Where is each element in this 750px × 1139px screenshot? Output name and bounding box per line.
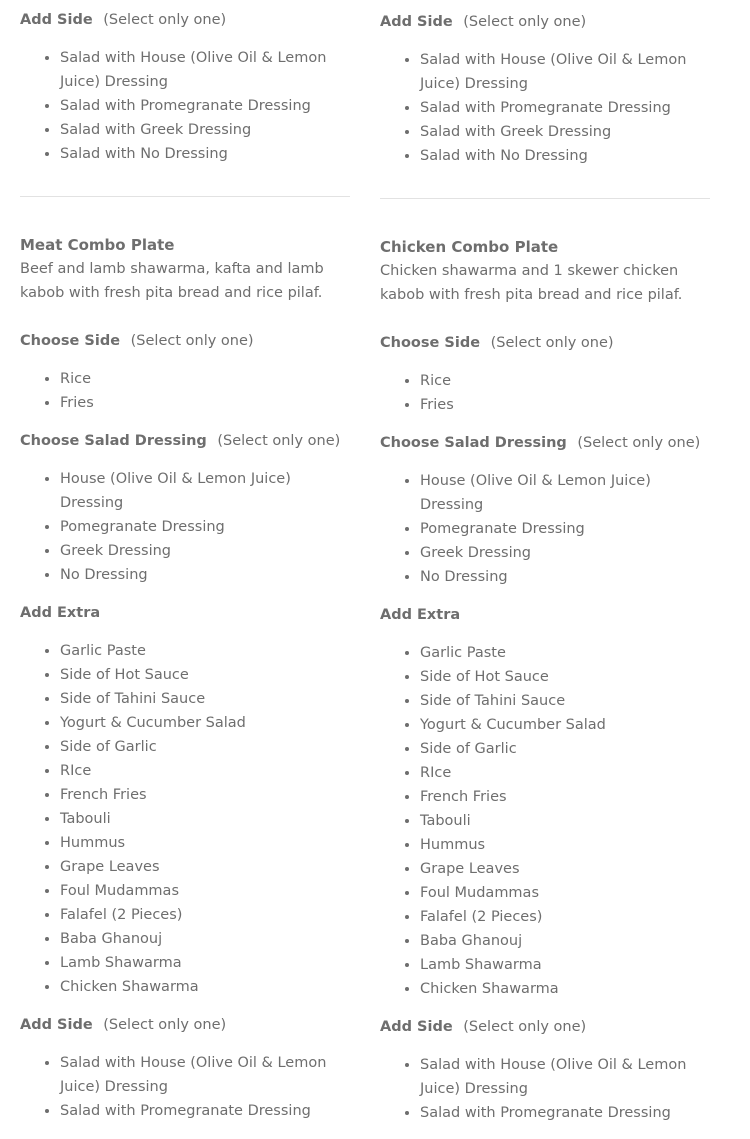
section-header [20,1013,350,1037]
add-side-section [20,8,350,166]
option-item[interactable]: • House (Olive Oil & Lemon Juice) Dressing [420,469,710,517]
option-item[interactable]: • Grape Leaves [60,855,350,879]
option-item[interactable]: • Side of Garlic [60,735,350,759]
option-item[interactable]: • RIce [420,761,710,785]
section-header [380,431,710,455]
option-item[interactable]: • No Dressing [60,563,350,587]
menu-item [20,233,350,305]
option-item[interactable]: • Side of Hot Sauce [60,663,350,687]
section-note: (Select only one) [463,14,587,30]
option-item[interactable]: • Salad with House (Olive Oil & Lemon Juice) Dressing [60,1051,350,1099]
option-item[interactable]: • Falafel (2 Pieces) [420,905,710,929]
option-item[interactable]: • RIce [60,759,350,783]
option-item[interactable]: • Salad with Greek Dressing [420,120,710,144]
add-side-section [380,1015,710,1125]
divider [20,196,350,197]
section-header [20,329,350,353]
option-item[interactable]: • Salad with Promegranate Dressing [60,94,350,118]
menu-column-right [380,10,710,1139]
option-item[interactable]: • Rice [420,369,710,393]
section-title: Add Extra [380,607,461,623]
menu-column-left [20,8,350,1137]
option-item[interactable]: • Lamb Shawarma [420,953,710,977]
option-item[interactable]: • No Dressing [420,565,710,589]
option-list [20,467,350,587]
option-item[interactable]: • French Fries [60,783,350,807]
option-item[interactable]: • Garlic Paste [420,641,710,665]
menu-item [380,235,710,307]
option-item[interactable]: • Grape Leaves [420,857,710,881]
option-item[interactable]: • Salad with Promegranate Dressing [60,1099,350,1123]
section-title: Add Side [20,12,93,28]
option-list [20,1051,350,1123]
item-title: Meat Combo Plate [20,236,175,254]
add-side-section [380,10,710,168]
option-item[interactable]: • Side of Tahini Sauce [60,687,350,711]
option-item[interactable]: • Side of Hot Sauce [420,665,710,689]
option-item[interactable]: • Salad with Promegranate Dressing [420,96,710,120]
section-title: Add Extra [20,605,101,621]
option-item[interactable]: • Baba Ghanouj [420,929,710,953]
option-item[interactable]: • Fries [420,393,710,417]
option-item[interactable]: • House (Olive Oil & Lemon Juice) Dressing [60,467,350,515]
choose-dressing-section [20,429,350,587]
section-note: (Select only one) [103,1017,227,1033]
option-item[interactable]: • Salad with House (Olive Oil & Lemon Juice) Dressing [60,46,350,94]
divider [380,198,710,199]
section-header [380,331,710,355]
add-side-section [20,1013,350,1123]
section-note: (Select only one) [130,333,254,349]
section-header [20,601,350,625]
section-header [20,8,350,32]
section-note: (Select only one) [217,433,341,449]
option-item[interactable]: • Rice [60,367,350,391]
choose-dressing-section [380,431,710,589]
section-title: Choose Salad Dressing [20,433,207,449]
option-item[interactable]: • Chicken Shawarma [420,977,710,1001]
option-item[interactable]: • Greek Dressing [60,539,350,563]
option-item[interactable]: • Baba Ghanouj [60,927,350,951]
section-title: Add Side [20,1017,93,1033]
option-item[interactable]: • Salad with Greek Dressing [60,118,350,142]
option-item[interactable]: • Pomegranate Dressing [60,515,350,539]
section-title: Add Side [380,1019,453,1035]
option-item[interactable]: • Hummus [60,831,350,855]
option-item[interactable]: • Chicken Shawarma [60,975,350,999]
option-item[interactable]: • Foul Mudammas [420,881,710,905]
section-title: Choose Side [20,333,121,349]
option-item[interactable]: • Salad with House (Olive Oil & Lemon Juice) Dressing [420,1053,710,1101]
item-description: Beef and lamb shawarma, kafta and lamb kabob with fresh pita bread and rice pilaf. [20,261,324,301]
section-note: (Select only one) [103,12,227,28]
option-list [380,369,710,417]
add-extra-section [20,601,350,999]
option-list [20,367,350,415]
option-list [20,46,350,166]
option-item[interactable]: • Side of Tahini Sauce [420,689,710,713]
option-item[interactable]: • Falafel (2 Pieces) [60,903,350,927]
section-note: (Select only one) [490,335,614,351]
option-item[interactable]: • Tabouli [420,809,710,833]
add-extra-section [380,603,710,1001]
option-item[interactable]: • Salad with Promegranate Dressing [420,1101,710,1125]
section-header [20,429,350,453]
section-note: (Select only one) [463,1019,587,1035]
option-item[interactable]: • Salad with House (Olive Oil & Lemon Juice) Dressing [420,48,710,96]
option-item[interactable]: • Hummus [420,833,710,857]
option-item[interactable]: • Greek Dressing [420,541,710,565]
item-title: Chicken Combo Plate [380,238,559,256]
option-item[interactable]: • Garlic Paste [60,639,350,663]
option-item[interactable]: • Salad with No Dressing [60,142,350,166]
section-title: Choose Side [380,335,481,351]
section-note: (Select only one) [577,435,701,451]
option-list [20,639,350,999]
option-item[interactable]: • Pomegranate Dressing [420,517,710,541]
section-header [380,603,710,627]
option-list [380,469,710,589]
option-item[interactable]: • Tabouli [60,807,350,831]
option-item[interactable]: • French Fries [420,785,710,809]
option-item[interactable]: • Side of Garlic [420,737,710,761]
option-item[interactable]: • Fries [60,391,350,415]
section-title: Add Side [380,14,453,30]
option-item[interactable]: • Lamb Shawarma [60,951,350,975]
option-item[interactable]: • Foul Mudammas [60,879,350,903]
section-header [380,10,710,34]
section-header [380,1015,710,1039]
choose-side-section [20,329,350,415]
option-list [380,48,710,168]
item-description: Chicken shawarma and 1 skewer chicken kabob with fresh pita bread and rice pilaf. [380,263,683,303]
option-item[interactable]: • Salad with No Dressing [420,144,710,168]
option-item[interactable]: • Yogurt & Cucumber Salad [420,713,710,737]
section-title: Choose Salad Dressing [380,435,567,451]
option-list [380,1053,710,1125]
choose-side-section [380,331,710,417]
option-list [380,641,710,1001]
option-item[interactable]: • Yogurt & Cucumber Salad [60,711,350,735]
